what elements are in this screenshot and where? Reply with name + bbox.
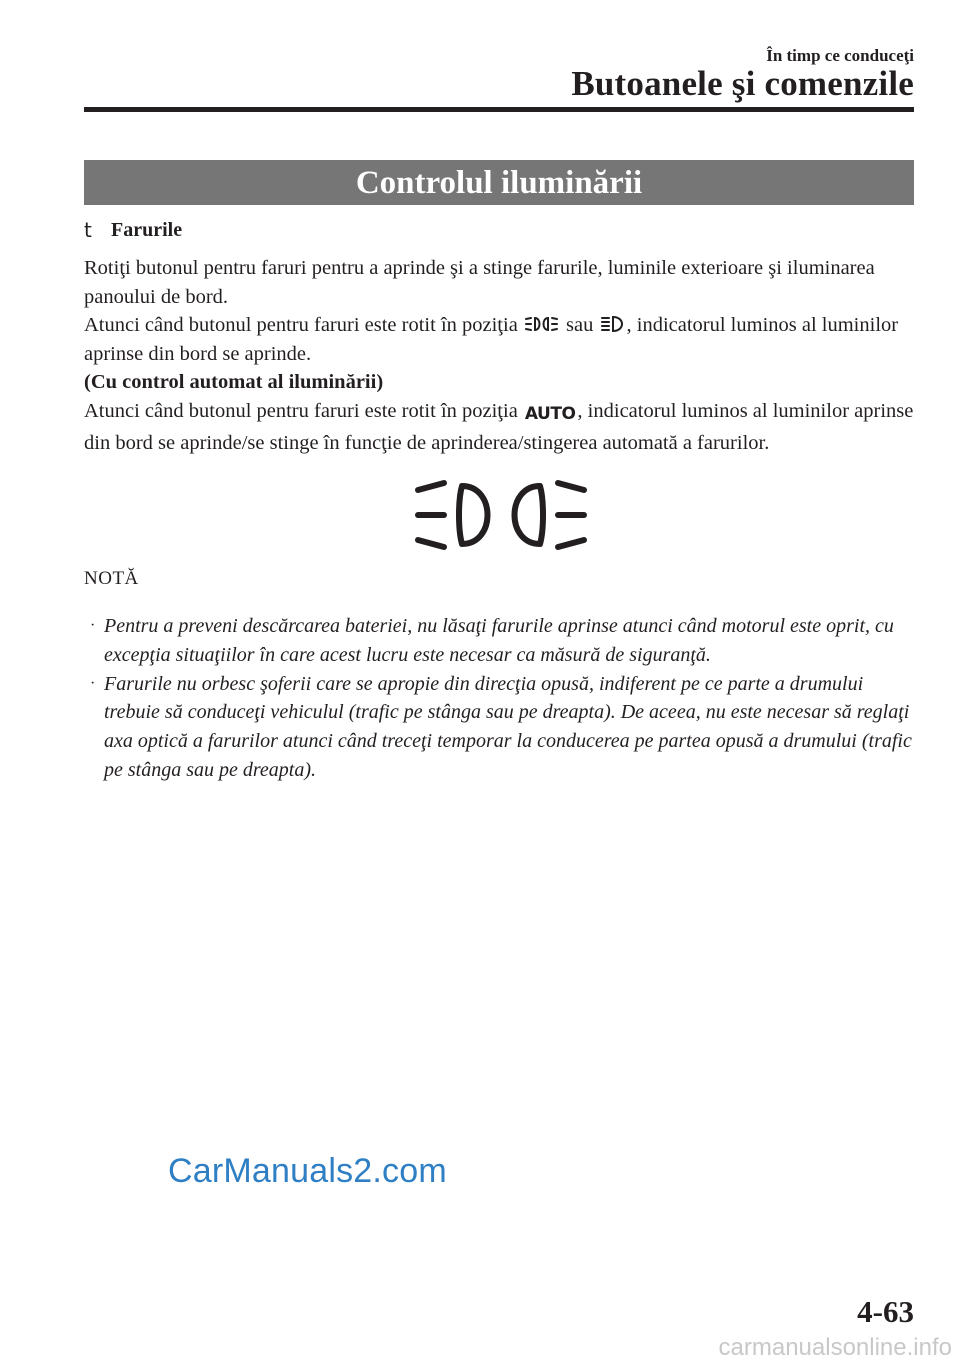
body-text [84, 254, 920, 457]
chapter-subtitle: În timp ce conduceţi [766, 46, 914, 65]
watermark-link[interactable]: CarManuals2.com [168, 1152, 447, 1190]
subheading-label: Farurile [111, 218, 183, 241]
note-title: NOTĂ [84, 568, 139, 589]
note-item [84, 612, 920, 670]
page-number: 4-63 [857, 1294, 914, 1329]
chapter-title: Butoanele şi comenzile [571, 64, 914, 103]
paragraph-4-end: , indicatorul luminos al luminilor aprinse din bord se aprinde/se stinge în funcţie de aprinderea/stingerea automată a farurilor. [84, 399, 914, 454]
note-item [84, 670, 920, 785]
footer-url[interactable]: carmanualsonline.info [718, 1334, 952, 1361]
bullet-dot-icon: · [90, 617, 96, 634]
headlight-icon [601, 315, 625, 333]
paragraph-3-auto-heading: (Cu control automat al iluminării) [84, 371, 384, 394]
paragraph-2-end: , indicatorul luminos al luminilor aprinse din bord se aprinde. [84, 314, 899, 365]
note-item-text: Pentru a preveni descărcarea bateriei, nu lăsaţi farurile aprinse atunci când motorul este oprit, cu excepţia situaţiilor în care acest lucru este necesar ca măsură de siguranţă. [104, 615, 894, 666]
subheading [84, 218, 182, 242]
note-list [84, 612, 920, 785]
note-item-text: Farurile nu orbesc şoferii care se apropie din direcţia opusă, indiferent pe ce parte a drumului trebuie să conduceţi vehiculul (trafic pe stânga sau pe dreapta). De aceea, nu este necesar să reglaţi axa optică a farurilor atunci când treceţi temporar la conducerea pe partea opusă a drumului (trafic pe stânga sau pe dreapta). [104, 672, 912, 781]
paragraph-2-start: Atunci când butonul pentru faruri este rotit în poziţia [84, 314, 518, 337]
paragraph-2-or: sau [566, 314, 594, 337]
auto-icon: AUTO [524, 403, 576, 424]
header-divider [84, 107, 914, 112]
section-title: Controlul iluminării [84, 160, 914, 205]
paragraph-2 [84, 311, 920, 368]
paragraph-4 [84, 397, 920, 457]
lights-on-indicator-icon [414, 474, 588, 556]
bullet-dot-icon: · [90, 674, 96, 692]
subheading-bullet: t [84, 218, 92, 242]
paragraph-4-start: Atunci când butonul pentru faruri este rotit în poziţia [84, 399, 518, 422]
parking-lights-icon [525, 315, 559, 333]
paragraph-1: Rotiţi butonul pentru faruri pentru a aprinde şi a stinge farurile, luminile exterioare şi iluminarea panoului de bord. [84, 257, 875, 308]
